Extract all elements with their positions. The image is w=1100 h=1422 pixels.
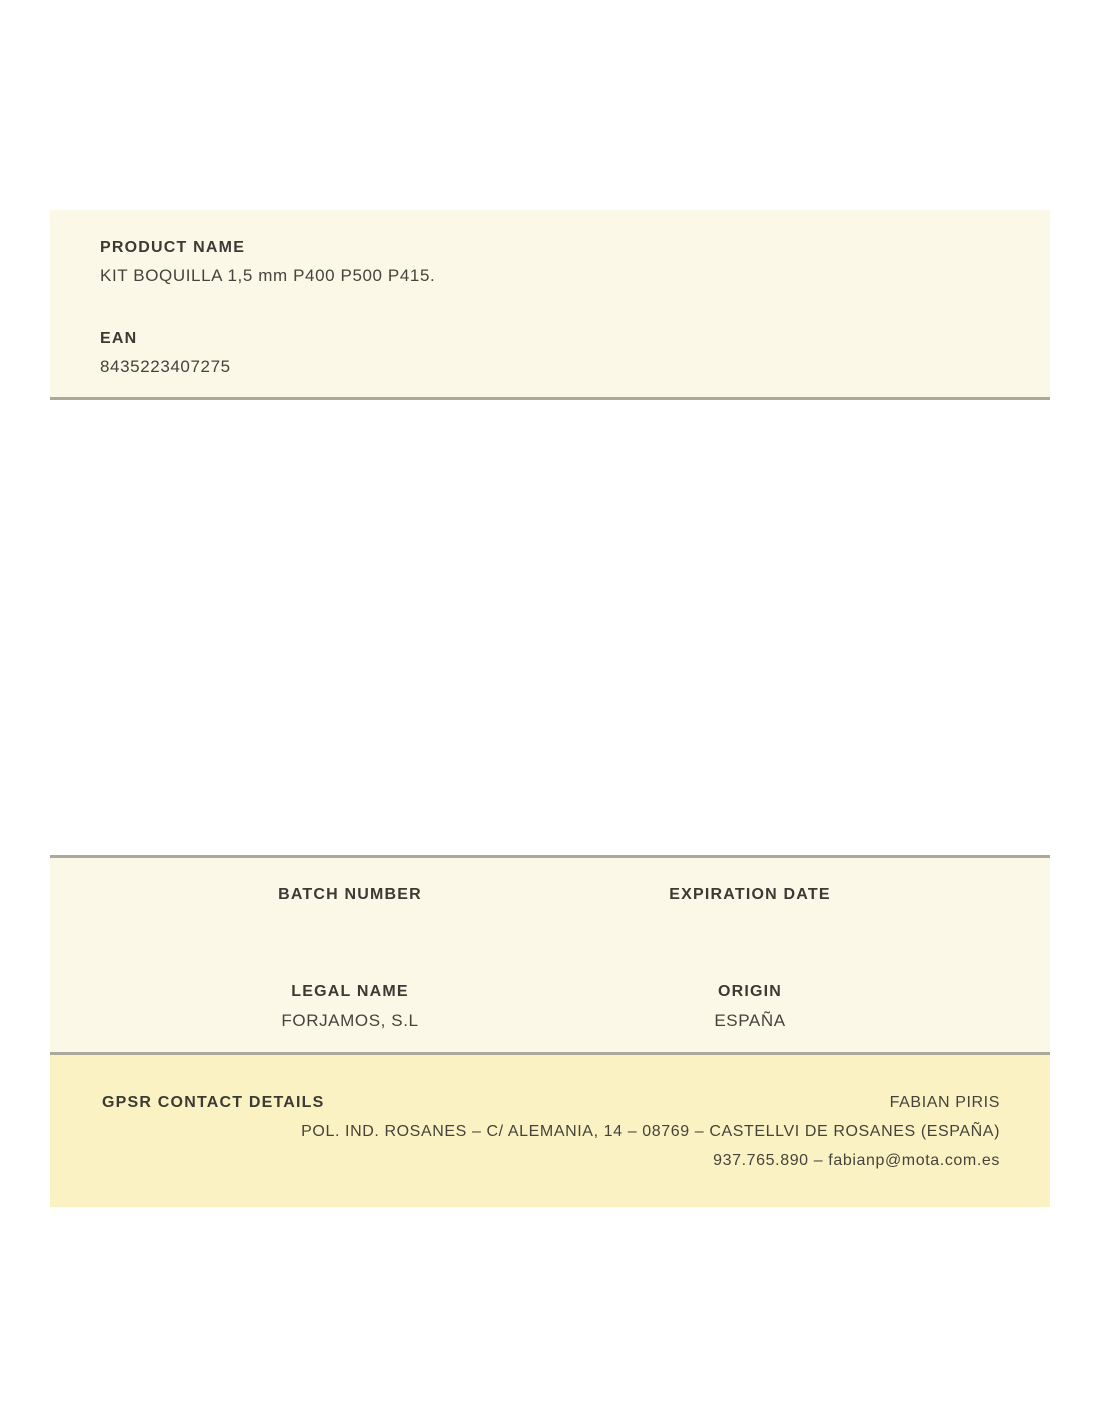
legal-origin-row [150, 982, 950, 1031]
legal-name-label: LEGAL NAME [291, 983, 409, 1000]
gpsr-header-row [102, 1093, 1000, 1113]
legal-name-value: FORJAMOS, S.L [281, 1011, 419, 1030]
gpsr-address: POL. IND. ROSANES – C/ ALEMANIA, 14 – 08769 – CASTELLVI DE ROSANES (ESPAÑA) [301, 1123, 1000, 1140]
ean-label: EAN [100, 330, 138, 347]
product-name-field [100, 238, 1000, 286]
ean-value: 8435223407275 [100, 357, 231, 376]
legal-name-field [150, 982, 550, 1031]
batch-number-label: BATCH NUMBER [278, 886, 422, 903]
gpsr-contact-name: FABIAN PIRIS [889, 1094, 1000, 1111]
product-name-label: PRODUCT NAME [100, 239, 246, 256]
batch-expiration-row [150, 885, 950, 914]
batch-number-field [150, 885, 550, 914]
gpsr-phone-email: 937.765.890 – fabianp@mota.com.es [713, 1152, 1000, 1169]
gpsr-title: GPSR CONTACT DETAILS [102, 1094, 325, 1111]
batch-origin-card [50, 855, 1050, 1055]
ean-field [100, 329, 1000, 377]
origin-value: ESPAÑA [714, 1011, 786, 1030]
origin-label: ORIGIN [717, 983, 783, 1000]
product-card [50, 210, 1050, 400]
product-name-value: KIT BOQUILLA 1,5 mm P400 P500 P415. [100, 266, 436, 285]
gpsr-contact-card [50, 1055, 1050, 1207]
expiration-date-field [550, 885, 950, 914]
origin-field [550, 982, 950, 1031]
expiration-date-label: EXPIRATION DATE [669, 886, 831, 903]
